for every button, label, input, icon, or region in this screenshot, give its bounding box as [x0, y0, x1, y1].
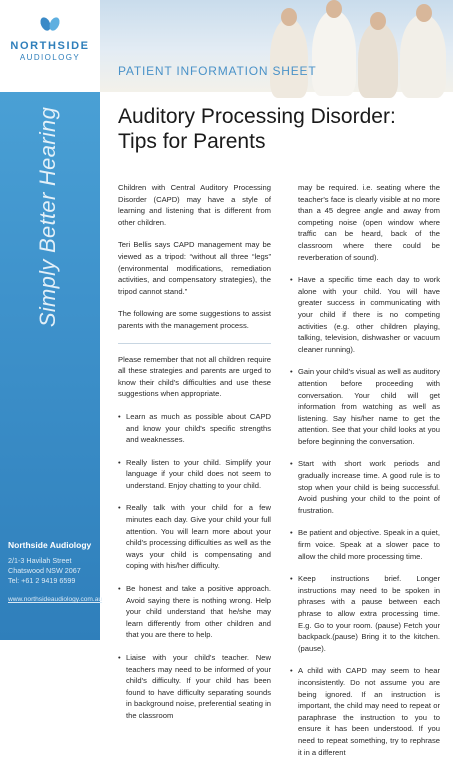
list-item: • Keep instructions brief. Longer instructions may need to be spoken in phrases with a pause between each phrase to allow extra processing time. E.g. Go to your room. (pause) Fetch your backpack.(pause) Bring it to the kitchen.(pause).: [290, 573, 440, 654]
logo: [0, 0, 100, 92]
divider: [118, 343, 271, 344]
contact-address-2: Chatswood NSW 2067: [8, 566, 81, 575]
paragraph: Please remember that not all children require all these strategies and parents are urged to know their child's difficulties and use these suggestions when appropriate.: [118, 354, 271, 399]
list-item: • Really talk with your child for a few minutes each day. Give your child your full attention. You will learn more about your child's processing difficulties as well as the ways your child is compensating and coping with his/her difficulty.: [118, 502, 271, 572]
left-column: [118, 182, 271, 733]
logo-name: NORTHSIDE: [10, 40, 90, 52]
contact-name: Northside Audiology: [8, 540, 92, 550]
list-item: • Have a specific time each day to work alone with your child. You will have greater success in communicating with your child if there is no competing activities (e.g. other children playing, talking, television, dishwasher or vacuum cleaner running).: [290, 274, 440, 355]
list-item: • Liaise with your child's teacher. New teachers may need to be informed of your child's difficulty. If your child has been found to have difficulty separating sounds in background noise, preferential seating in the classroom: [118, 652, 271, 722]
tips-list: [290, 274, 440, 758]
list-item: • Learn as much as possible about CAPD and know your child's specific strengths and weaknesses.: [118, 411, 271, 446]
contact-phone: Tel: +61 2 9419 6599: [8, 576, 76, 585]
list-item: • Really listen to your child. Simplify your language if your child does not seem to understand. Enjoy chatting to your child.: [118, 457, 271, 492]
list-item: • Be patient and objective. Speak in a quiet, firm voice. Speak at a slower pace to allow the child more processing time.: [290, 527, 440, 562]
logo-leaf-icon: [39, 14, 61, 36]
list-item: • Start with short work periods and gradually increase time. A good rule is to stop when your child is being successful. Avoid pushing your child to the point of frustration.: [290, 458, 440, 516]
paragraph: Children with Central Auditory Processing Disorder (CAPD) may have a style of learning and listening that is different from other children.: [118, 183, 271, 227]
contact-address-1: 2/1-3 Havilah Street: [8, 556, 72, 565]
list-item: • A child with CAPD may seem to hear inconsistently. Do not assume you are being ignored. If an instruction is important, the child may need to repeat or paraphrase the instruction to you to ensure it has been understood. If you need to repeat something, try to rephrase it in a different: [290, 665, 440, 758]
tagline-text: Simply Better Hearing: [35, 106, 60, 328]
continued-text: may be required. i.e. seating where the teacher's face is clearly visible at no more than a 45 degree angle and away from competing noise (open window where traffic can be heard, back of the classroom where there could be reverberation of sound).: [298, 183, 440, 262]
paragraph: Teri Bellis says CAPD management may be viewed as a tripod: “without all three “legs” (environmental modifications, remediation activities, and compensatory strategies), the tripod cannot stand.”: [118, 240, 271, 296]
contact-website-link[interactable]: www.northsideaudiology.com.au: [8, 596, 103, 603]
header-photo: [100, 0, 453, 92]
sheet-label: PATIENT INFORMATION SHEET: [118, 64, 317, 78]
page-title: Auditory Processing Disorder: Tips for Parents: [118, 105, 396, 153]
contact-block: [8, 540, 103, 603]
paragraph: The following are some suggestions to assist parents with the management process.: [118, 309, 271, 330]
tips-list: [118, 411, 271, 722]
list-item: • Gain your child's visual as well as auditory attention before proceeding with conversation. Your child will get information from watching as well as listening. Say his/her name to get the attention. See that your child looks at you before beginning the conversation.: [290, 366, 440, 447]
logo-sub: AUDIOLOGY: [19, 53, 81, 62]
right-column: [290, 182, 440, 769]
tagline: [28, 92, 68, 342]
list-item: • Be honest and take a positive approach. Avoid saying there is nothing wrong. Help your child understand that he/she may learn differently from other children and that you are there to help.: [118, 583, 271, 641]
sidebar: [0, 0, 103, 640]
